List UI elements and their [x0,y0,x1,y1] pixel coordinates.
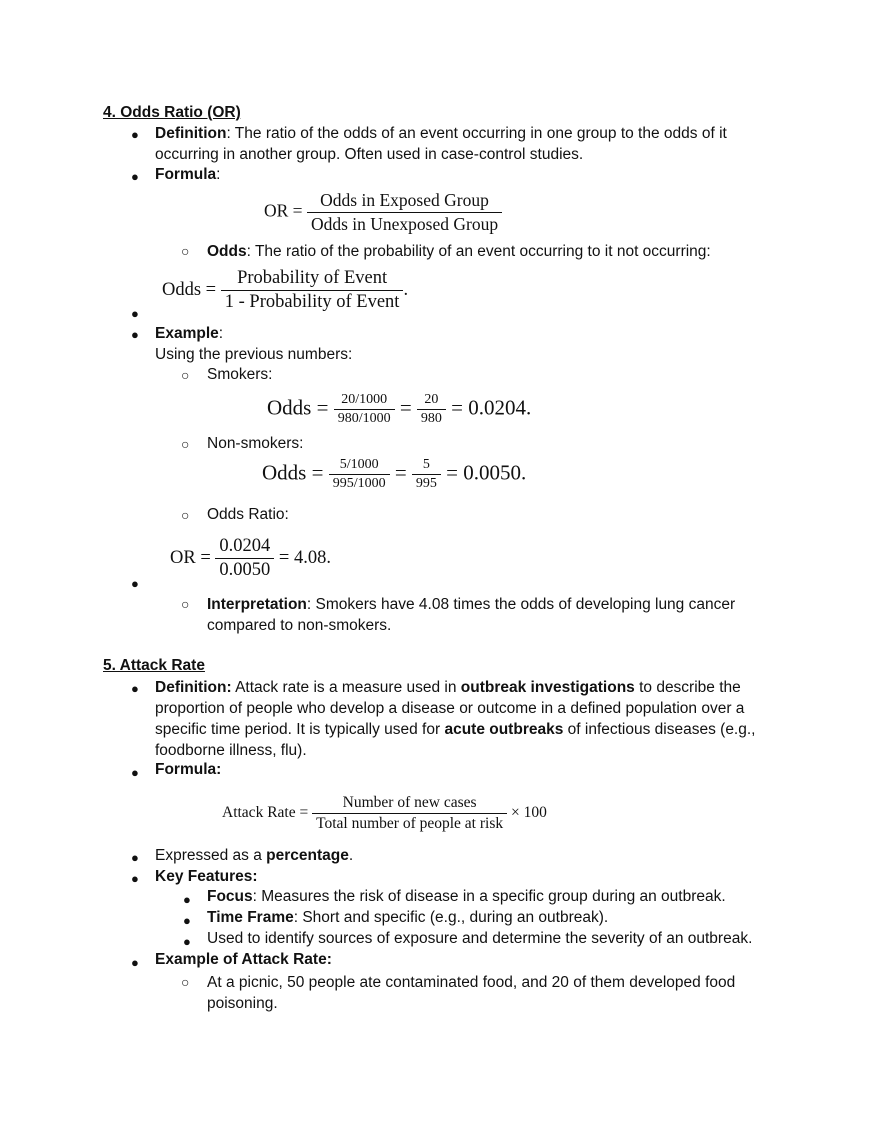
nonsmokers-formula [262,457,526,492]
circle-bullet-icon: ○ [181,974,190,990]
formula-fraction [312,794,507,833]
definition-text: proportion of people who develop a disease or outcome in a defined population over a [155,700,745,717]
formula-rhs: × 100 [510,804,547,822]
formula-fraction [334,392,395,427]
formula-lhs: Attack Rate = [222,804,309,822]
formula-denominator: Total number of people at risk [316,815,504,832]
feature-sources [207,930,752,948]
formula-denominator: Odds in Unexposed Group [310,214,499,234]
key-features-label: Key Features: [155,868,258,885]
formula-colon: : [216,166,221,183]
formula-numerator: Number of new cases [312,794,507,814]
attack-formula-label: Formula: [155,761,222,778]
formula-numerator: 20/1000 [334,392,395,410]
definition-text-cont: occurring in another group. Often used in case-control studies. [155,146,584,163]
example-text: At a picnic, 50 people ate contaminated food, and 20 of them developed food [207,974,736,991]
section-heading-attack-rate: 5. Attack Rate [103,657,205,674]
interpretation [207,594,735,636]
definition-text: specific time period. It is typically used for [155,721,445,738]
formula-denominator: 1 - Probability of Event [224,292,400,312]
formula-fraction [215,536,274,581]
attack-example-label: Example of Attack Rate: [155,951,332,968]
feature-text: : Short and specific (e.g., during an outbreak). [293,909,609,926]
formula-lhs: Odds = [267,395,329,420]
formula-fraction [329,457,390,492]
circle-bullet-icon: ○ [181,596,190,612]
formula-fraction [307,190,502,235]
circle-bullet-icon: ○ [181,507,190,523]
oddsratio-label: Odds Ratio: [207,506,289,523]
formula-lhs: Odds = [162,279,217,300]
odds-label: Odds [207,243,247,260]
expressed-end: . [348,847,354,864]
formula-equals: = [394,460,407,485]
formula-numerator: 5/1000 [329,457,390,475]
feature-time-frame [207,909,608,927]
definition-text: : The ratio of the odds of an event occurring in one group to the odds of it [226,125,727,142]
odds-formula [162,268,408,313]
bullet-icon: ● [131,327,139,342]
interpretation-text-cont: compared to non-smokers. [207,617,392,634]
formula-lhs: OR = [170,547,211,568]
definition-text: to describe the [634,679,741,696]
formula-lhs: Odds = [262,460,324,485]
circle-bullet-icon: ○ [181,243,190,259]
formula-fraction [221,268,404,313]
attack-rate-formula [222,794,547,833]
formula-label: Formula [155,166,217,183]
example-intro: Using the previous numbers: [155,346,353,363]
bullet-icon: ● [183,913,191,928]
or-formula [264,190,502,235]
example-colon: : [218,325,224,342]
example-label: Example [155,325,219,342]
expressed-as [155,847,353,865]
formula-denominator: 980/1000 [337,411,391,426]
definition-text: Attack rate is a measure used in [231,679,461,696]
formula-denominator: 995 [415,476,437,491]
or-example [155,323,352,365]
circle-bullet-icon: ○ [181,436,190,452]
formula-numerator: 0.0204 [215,536,274,559]
definition-bold: acute outbreaks [444,721,564,738]
formula-lhs: OR = [264,200,303,221]
smokers-formula [267,392,531,427]
bullet-icon: ● [131,306,139,321]
definition-bold: outbreak investigations [460,679,635,696]
bullet-icon: ● [131,681,139,696]
formula-denominator: 0.0050 [219,560,271,580]
feature-focus [207,888,726,906]
bullet-icon: ● [131,169,139,184]
bullet-icon: ● [131,871,139,886]
definition-label: Definition: [155,679,232,696]
odds-text: : The ratio of the probability of an event occurring to it not occurring: [246,243,711,260]
or-formula-label [155,166,220,184]
formula-equals: = [399,395,412,420]
formula-result: = 0.0050. [446,460,527,485]
formula-fraction [412,457,441,492]
formula-numerator: Probability of Event [221,268,404,291]
definition-label: Definition [155,125,227,142]
formula-numerator: 5 [412,457,441,475]
feature-label: Focus [207,888,253,905]
feature-label: Time Frame [207,909,294,926]
smokers-label: Smokers: [207,366,273,383]
section-heading-odds-ratio: 4. Odds Ratio (OR) [103,104,241,121]
formula-fraction [417,392,446,427]
expressed-bold: percentage [266,847,349,864]
attack-definition [155,677,755,761]
bullet-icon: ● [131,127,139,142]
interpretation-label: Interpretation [207,596,307,613]
formula-numerator: Odds in Exposed Group [307,190,502,213]
example-text-cont: poisoning. [207,995,278,1012]
bullet-icon: ● [131,850,139,865]
expressed-text: Expressed as a [155,847,267,864]
oddsratio-formula [170,536,331,581]
bullet-icon: ● [183,892,191,907]
nonsmokers-label: Non-smokers: [207,435,304,452]
formula-numerator: 20 [417,392,446,410]
feature-text: Used to identify sources of exposure and determine the severity of an outbreak. [207,930,753,947]
odds-definition [207,243,711,261]
circle-bullet-icon: ○ [181,367,190,383]
formula-denominator: 980 [420,411,442,426]
bullet-icon: ● [183,934,191,949]
interpretation-text: : Smokers have 4.08 times the odds of developing lung cancer [306,596,736,613]
bullet-icon: ● [131,576,139,591]
formula-end: . [403,279,409,300]
bullet-icon: ● [131,955,139,970]
formula-result: = 0.0204. [451,395,532,420]
or-definition [155,123,727,165]
formula-result: = 4.08. [278,547,331,568]
definition-text: foodborne illness, flu). [155,742,307,759]
attack-example [207,972,735,1014]
bullet-icon: ● [131,765,139,780]
formula-denominator: 995/1000 [332,476,386,491]
feature-text: : Measures the risk of disease in a specific group during an outbreak. [252,888,726,905]
definition-text: of infectious diseases (e.g., [563,721,756,738]
